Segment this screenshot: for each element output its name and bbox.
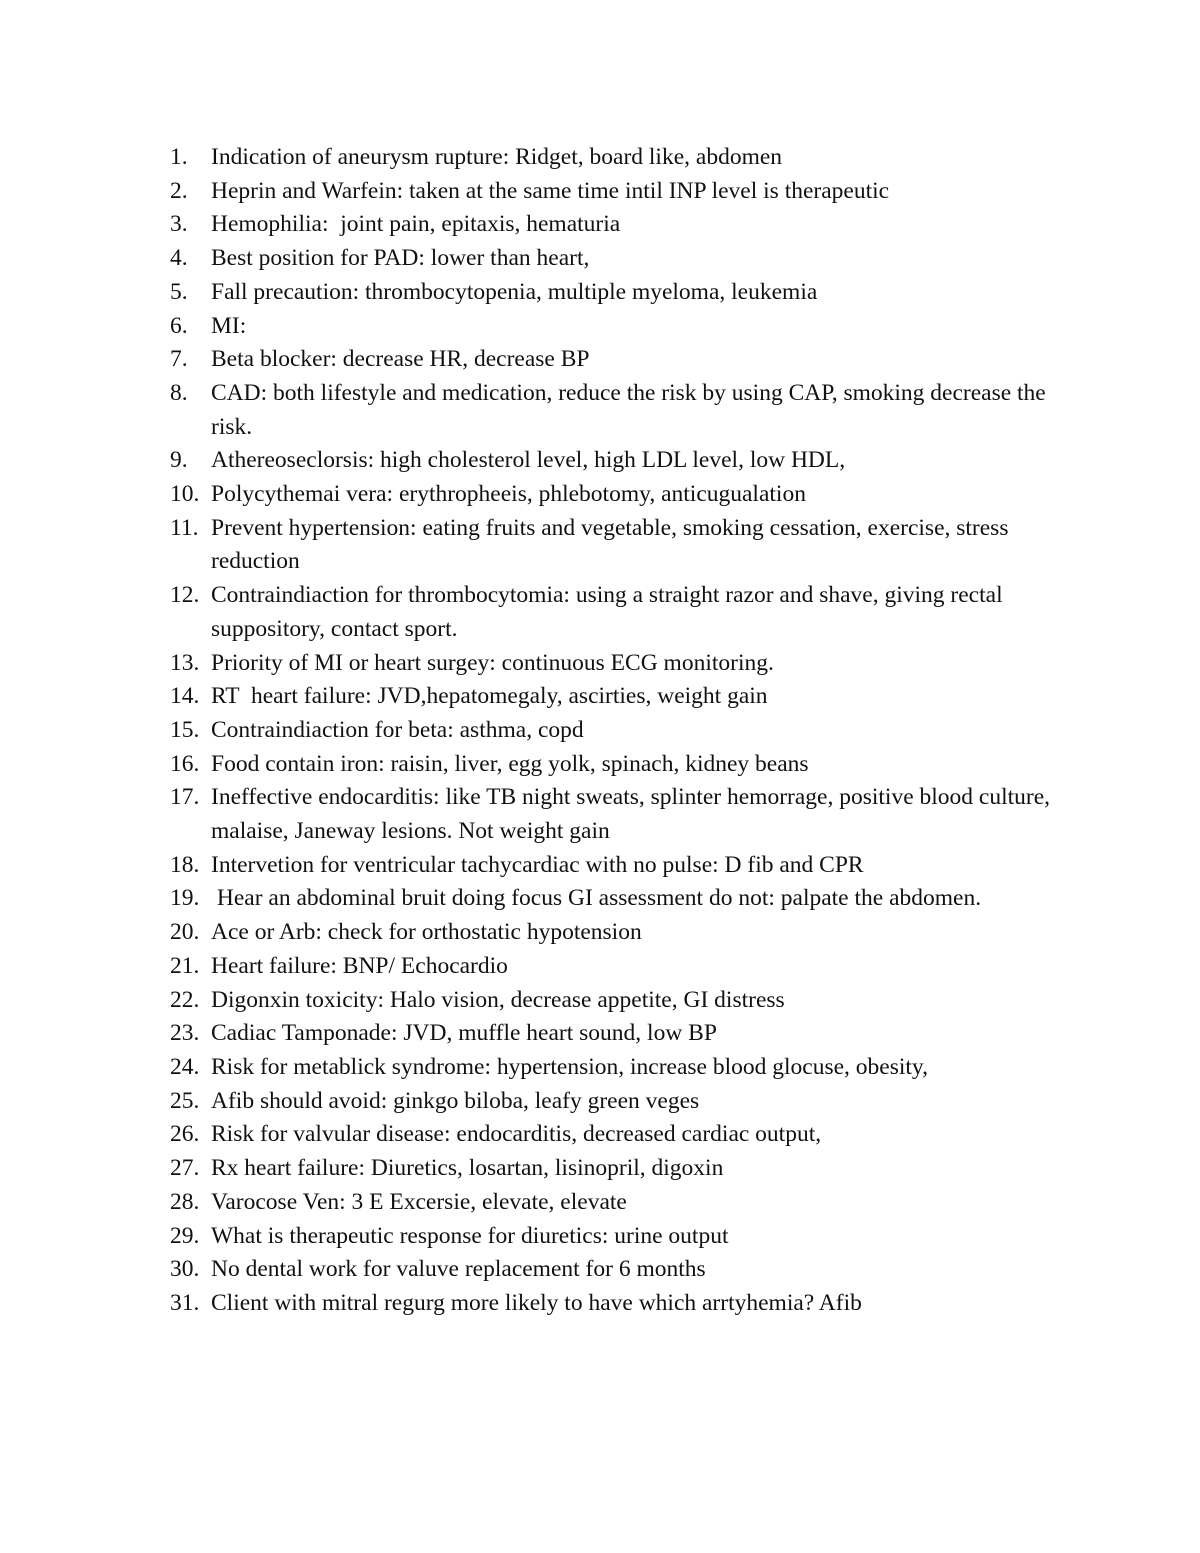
list-item [170, 882, 1070, 916]
item-text: No dental work for valuve replacement for 6 months [211, 1256, 706, 1283]
item-text: Food contain iron: raisin, liver, egg yolk, spinach, kidney beans [211, 750, 809, 777]
list-item [170, 512, 1070, 579]
item-text: Digonxin toxicity: Halo vision, decrease appetite, GI distress [211, 986, 785, 1013]
item-text: Beta blocker: decrease HR, decrease BP [211, 346, 590, 373]
list-item [170, 950, 1070, 984]
item-number: 18. [170, 851, 200, 878]
item-number: 3. [170, 211, 188, 238]
list-item [170, 680, 1070, 714]
item-text: Contraindiaction for thrombocytomia: using a straight razor and shave, giving rectal suppository, contact sport. [211, 582, 1009, 642]
item-number: 20. [170, 919, 200, 946]
item-number: 5. [170, 278, 188, 305]
item-number: 2. [170, 177, 188, 204]
item-text: Intervetion for ventricular tachycardiac with no pulse: D fib and CPR [211, 851, 864, 878]
list-item [170, 208, 1070, 242]
list-item [170, 242, 1070, 276]
item-text: Prevent hypertension: eating fruits and vegetable, smoking cessation, exercise, stress reduction [211, 514, 1015, 575]
list-item [170, 984, 1070, 1018]
item-number: 22. [170, 986, 200, 1013]
item-number: 23. [170, 1020, 200, 1047]
list-item [170, 647, 1070, 681]
item-text: What is therapeutic response for diuretics: urine output [211, 1222, 729, 1249]
item-number: 26. [170, 1121, 200, 1148]
item-text: Ace or Arb: check for orthostatic hypotension [211, 919, 642, 946]
item-text: Priority of MI or heart surgey: continuous ECG monitoring. [211, 649, 774, 676]
list-item [170, 1253, 1070, 1287]
item-number: 27. [170, 1155, 200, 1182]
item-number: 28. [170, 1188, 200, 1215]
list-item [170, 1118, 1070, 1152]
list-item [170, 343, 1070, 377]
item-text: MI: [211, 312, 247, 339]
list-item [170, 1220, 1070, 1254]
list-item [170, 1085, 1070, 1119]
list-item [170, 1017, 1070, 1051]
item-text: Cadiac Tamponade: JVD, muffle heart sound, low BP [211, 1020, 717, 1047]
item-text: Rx heart failure: Diuretics, losartan, lisinopril, digoxin [211, 1155, 724, 1182]
item-text: Fall precaution: thrombocytopenia, multiple myeloma, leukemia [211, 278, 818, 305]
item-number: 9. [170, 447, 188, 474]
item-number: 29. [170, 1222, 200, 1249]
item-text: Athereoseclorsis: high cholesterol level, high LDL level, low HDL, [211, 447, 846, 474]
item-number: 30. [170, 1256, 200, 1283]
list-item [170, 444, 1070, 478]
list-item [170, 175, 1070, 209]
item-number: 21. [170, 952, 200, 979]
item-text: Risk for metablick syndrome: hypertension, increase blood glocuse, obesity, [211, 1053, 929, 1080]
item-number: 12. [170, 582, 200, 609]
item-text: CAD: both lifestyle and medication, reduce the risk by using CAP, smoking decrease the risk. [211, 379, 1052, 440]
item-text: Heprin and Warfein: taken at the same time intil INP level is therapeutic [211, 177, 890, 204]
item-text: Contraindiaction for beta: asthma, copd [211, 716, 584, 743]
item-text: Best position for PAD: lower than heart, [211, 245, 590, 272]
item-number: 10. [170, 481, 200, 508]
list-item [170, 1051, 1070, 1085]
list-item [170, 1287, 1070, 1321]
item-text: Hear an abdominal bruit doing focus GI assessment do not: palpate the abdomen. [211, 885, 982, 912]
list-item [170, 310, 1070, 344]
item-number: 19. [170, 885, 200, 912]
list-item [170, 1152, 1070, 1186]
item-number: 31. [170, 1289, 200, 1316]
list-item [170, 1186, 1070, 1220]
item-number: 16. [170, 750, 200, 777]
item-text: Varocose Ven: 3 E Excersie, elevate, elevate [211, 1188, 627, 1215]
item-number: 4. [170, 245, 188, 272]
list-item [170, 748, 1070, 782]
list-item [170, 141, 1070, 175]
item-number: 24. [170, 1053, 200, 1080]
item-text: Hemophilia: joint pain, epitaxis, hematuria [211, 211, 621, 238]
item-text: Afib should avoid: ginkgo biloba, leafy green veges [211, 1087, 700, 1114]
item-number: 14. [170, 683, 200, 710]
list-item [170, 714, 1070, 748]
list-item [170, 916, 1070, 950]
item-text: Ineffective endocarditis: like TB night sweats, splinter hemorrage, positive blood culture, malaise, Janeway lesions. Not weight gain [211, 784, 1056, 845]
item-number: 11. [170, 514, 199, 541]
list-item [170, 276, 1070, 310]
item-number: 8. [170, 379, 188, 406]
item-text: Client with mitral regurg more likely to have which arrtyhemia? Afib [211, 1289, 862, 1316]
item-text: RT heart failure: JVD,hepatomegaly, ascirties, weight gain [211, 683, 768, 710]
item-number: 1. [170, 144, 188, 170]
list-item [170, 579, 1070, 646]
item-text: Risk for valvular disease: endocarditis, decreased cardiac output, [211, 1121, 822, 1148]
item-text: Heart failure: BNP/ Echocardio [211, 952, 508, 979]
item-number: 15. [170, 716, 200, 743]
item-text: Polycythemai vera: erythropheeis, phlebotomy, anticugualation [211, 481, 806, 508]
item-number: 13. [170, 649, 200, 676]
item-number: 17. [170, 784, 200, 811]
list-item [170, 781, 1070, 848]
list-item [170, 377, 1070, 444]
list-item [170, 849, 1070, 883]
item-number: 25. [170, 1087, 200, 1114]
item-number: 6. [170, 312, 188, 339]
item-number: 7. [170, 346, 188, 373]
item-text: Indication of aneurysm rupture: Ridget, board like, abdomen [211, 144, 783, 170]
list-item [170, 478, 1070, 512]
notes-list [170, 141, 1070, 1321]
